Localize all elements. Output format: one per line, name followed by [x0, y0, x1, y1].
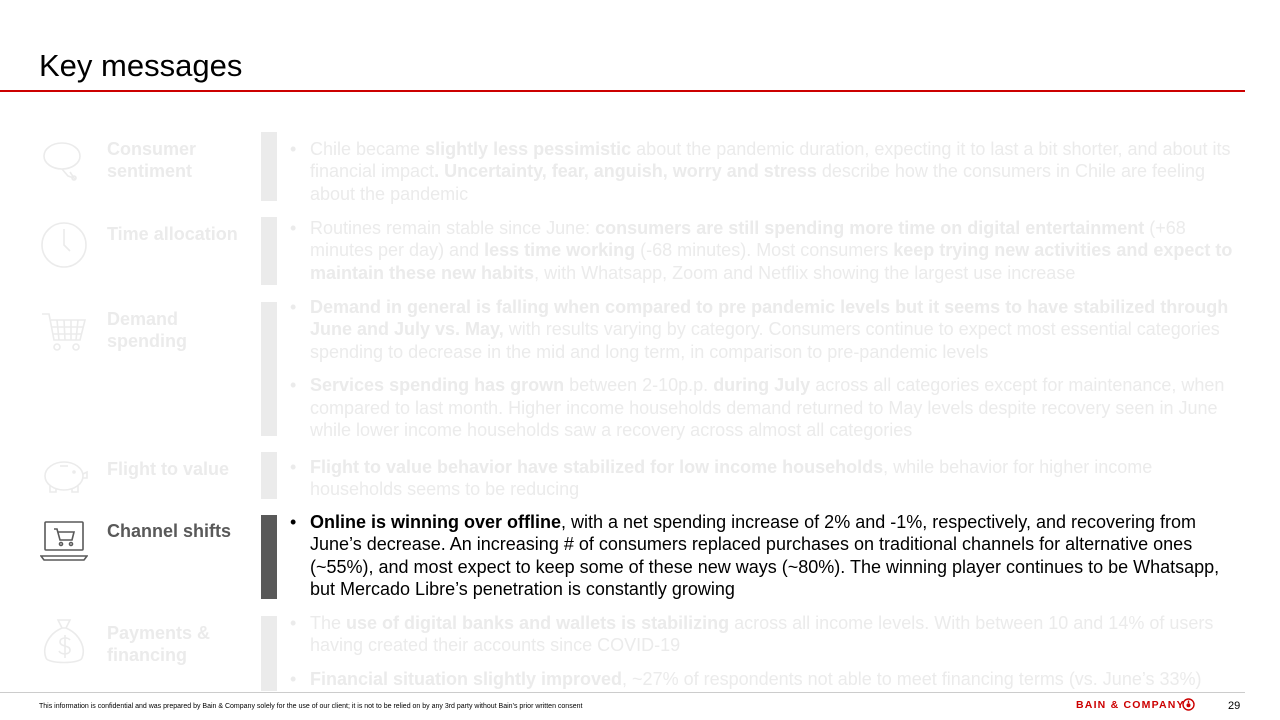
bullet-bold-text: Flight to value behavior have stabilized for low income households	[310, 457, 884, 477]
bullet-text: with results varying by category. Consumers continue to expect most essential categories spending to decrease in the mid and long term, in comparison to pre-pandemic levels	[310, 319, 1220, 362]
bullet-item	[288, 138, 1246, 205]
footer-divider	[0, 692, 1245, 693]
bullet-item	[288, 456, 1246, 501]
bullet-bold-text: Financial situation slightly improved	[310, 668, 623, 689]
section-label: Time allocation	[107, 224, 238, 244]
page-title: Key messages	[39, 48, 243, 83]
money-bag-icon	[40, 618, 88, 666]
section-bar	[261, 132, 277, 201]
bullet-text: The	[310, 613, 347, 633]
bullet-text: across all categories except for maintenance, when compared to last month. Higher income households demand returned to May levels despite recovery seen in June while lower income households saw a recovery across almost all categories	[310, 375, 1225, 441]
section-bullets	[288, 217, 1246, 295]
page-number: 29	[1228, 700, 1241, 712]
section-label: Channel shifts	[107, 521, 232, 541]
bullet-text: Chile became	[310, 139, 426, 159]
bullet-text: , with a net spending increase of 2% and -1%, respectively, and recovering from June’s decrease. An increasing # of consumers replaced purchases on traditional channels for alternative ones (~55%), and most expect to keep some of these new ways (~80%). The winning player continues to be Whatsapp, but Mercado Libre’s penetration is constantly growing	[310, 512, 1220, 600]
bullet-text: (-68 minutes). Most consumers	[635, 240, 894, 261]
bullet-bold-text: keep trying new activities and expect to maintain these new habits	[310, 240, 1233, 283]
bullet-text: about the pandemic duration, expecting it to last a bit shorter, and about its financial impact	[310, 139, 1231, 182]
bullet-item	[288, 374, 1246, 441]
bullet-text: between 2-10p.p.	[564, 375, 714, 396]
bullet-item	[288, 612, 1246, 657]
bullet-text: (+68 minutes per day) and	[310, 218, 1186, 261]
bullet-item	[288, 668, 1246, 690]
section-bullets	[288, 612, 1246, 701]
bullet-text: Routines remain stable since June:	[310, 218, 596, 238]
bullet-text: , with Whatsapp, Zoom and Netflix showing the largest use increase	[534, 262, 1076, 283]
bullet-bold-text: during July	[713, 375, 811, 396]
bullet-bold-text: Services spending has grown	[310, 375, 565, 396]
speech-bubble-icon	[40, 138, 88, 186]
section-bullets	[288, 511, 1246, 612]
section-bullets	[288, 456, 1246, 512]
section-bullets	[288, 296, 1246, 452]
section-label: Consumer sentiment	[107, 139, 197, 181]
bullet-item	[288, 511, 1246, 601]
bullet-bold-text: use of digital banks and wallets is stabilizing	[346, 613, 730, 633]
bullet-item	[288, 217, 1246, 284]
section-bar	[261, 515, 277, 599]
bullet-bold-text: slightly less pessimistic	[425, 139, 632, 159]
logo-mark-icon	[1182, 698, 1195, 711]
bullet-bold-text: Online is winning over offline	[310, 512, 562, 532]
bullet-text: , ~27% of respondents not able to meet financing terms (vs. June’s 33%)	[622, 668, 1202, 689]
section-bar	[261, 302, 277, 436]
bullet-text: , while behavior for higher income households seems to be reducing	[310, 457, 1153, 500]
bullet-text: describe how the consumers in Chile are feeling about the pandemic	[310, 161, 1206, 204]
bullet-item	[288, 296, 1246, 363]
company-logo: BAIN & COMPANY	[1076, 699, 1185, 711]
title-divider	[0, 90, 1245, 92]
bullet-bold-text: less time working	[484, 240, 636, 261]
section-bullets	[288, 138, 1246, 216]
bullet-bold-text: . Uncertainty, fear, anguish, worry and stress	[434, 161, 817, 182]
clock-icon	[40, 221, 88, 269]
bullet-text: across all income levels. With between 10 and 14% of users having created their accounts since COVID-19	[310, 613, 1214, 656]
bullet-bold-text: consumers are still spending more time on digital entertainment	[595, 218, 1145, 238]
piggy-bank-icon	[40, 450, 88, 498]
section-bar	[261, 452, 277, 499]
section-bar	[261, 616, 277, 691]
section-label: Payments & financing	[107, 623, 211, 665]
section-label: Demand spending	[107, 309, 187, 351]
section-label: Flight to value	[107, 459, 230, 479]
online-shopping-laptop-icon	[40, 518, 88, 566]
shopping-cart-icon	[40, 308, 88, 356]
bullet-bold-text: Demand in general is falling when compared to pre pandemic levels but it seems to have stabilized through June and July vs. May,	[310, 297, 1229, 340]
confidentiality-footnote: This information is confidential and was prepared by Bain & Company solely for the use of our client; it is not to be relied on by any 3rd party without Bain’s prior written consent	[39, 703, 583, 710]
section-bar	[261, 217, 277, 285]
